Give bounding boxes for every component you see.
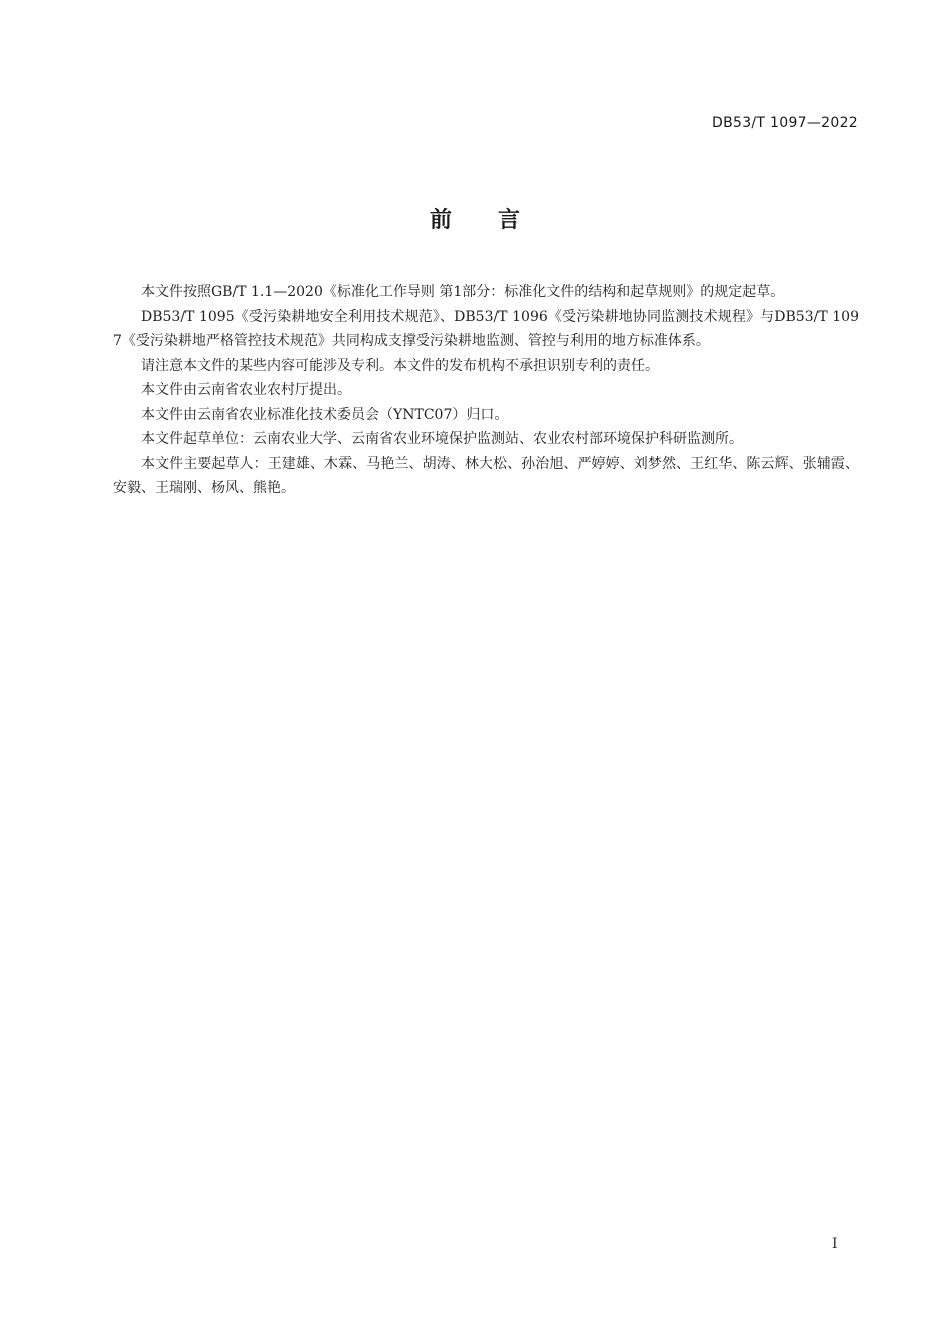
paragraph-drafting-units: 本文件起草单位：云南农业大学、云南省农业环境保护监测站、农业农村部环境保护科研监测所。 xyxy=(141,431,743,447)
document-code: DB53/T 1097—2022 xyxy=(712,115,858,131)
paragraph-proposer: 本文件由云南省农业农村厅提出。 xyxy=(141,382,351,398)
foreword-body xyxy=(113,280,859,501)
page-title: 前言 xyxy=(429,208,566,233)
paragraph-committee: 本文件由云南省农业标准化技术委员会（YNTC07）归口。 xyxy=(141,406,509,423)
paragraph-patent-notice: 请注意本文件的某些内容可能涉及专利。本文件的发布机构不承担识别专利的责任。 xyxy=(141,357,659,374)
paragraph-drafters: 本文件主要起草人：王建雄、木霖、马艳兰、胡涛、林大松、孙治旭、严婷婷、刘梦然、王红华、陈云辉、张辅霞、安毅、王瑞刚、杨风、熊艳。 xyxy=(113,455,859,496)
paragraph-drafting-rules: 本文件按照GB/T 1.1—2020《标准化工作导则 第1部分：标准化文件的结构和起草规则》的规定起草。 xyxy=(141,284,785,300)
paragraph-standard-system: DB53/T 1095《受污染耕地安全利用技术规范》、DB53/T 1096《受污染耕地协同监测技术规程》与DB53/T 1097《受污染耕地严格管控技术规范》共同构成支撑受污染耕地监测、管控与利用的地方标准体系。 xyxy=(113,308,859,349)
page-number: I xyxy=(832,1236,838,1252)
